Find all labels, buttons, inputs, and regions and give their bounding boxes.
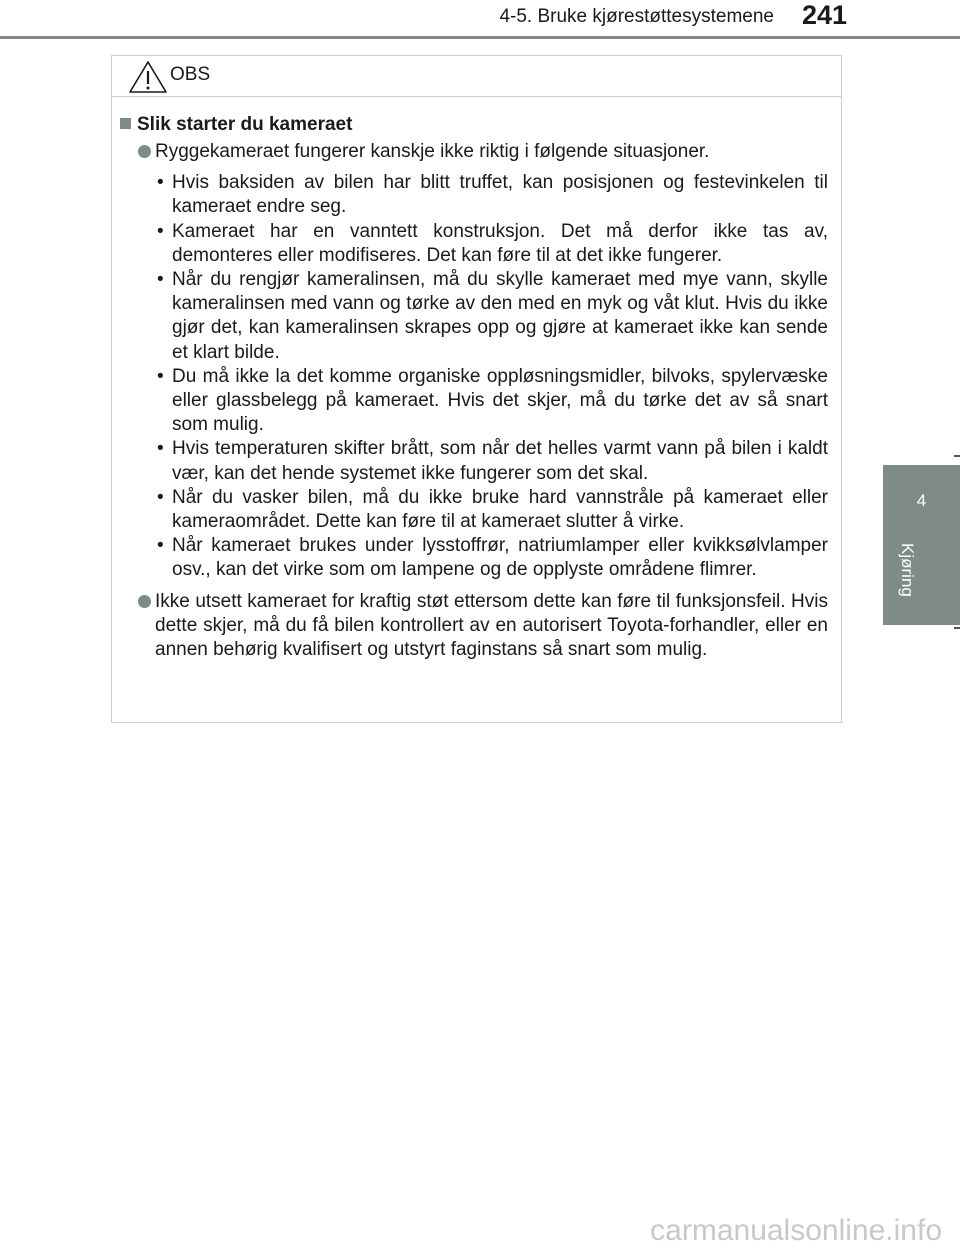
- dot-bullet-icon: [138, 145, 151, 158]
- header-rule: [0, 36, 960, 39]
- notice-header: [112, 56, 841, 97]
- notice-paragraph: [138, 140, 828, 164]
- chapter-tab[interactable]: [883, 465, 960, 625]
- list-item: [138, 220, 828, 268]
- bullet-mark: •: [157, 220, 164, 242]
- list-item: [138, 534, 828, 582]
- list-item: [138, 437, 828, 485]
- list-item-text: Hvis baksiden av bilen har blitt truffet, kan posisjonen og festevinkelen til kameraet endre seg.: [172, 172, 828, 218]
- section-title: 4-5. Bruke kjørestøttesystemene: [499, 6, 774, 27]
- list-item-text: Når du rengjør kameralinsen, må du skylle kameraet med mye vann, skylle kameralinsen med vann og tørke av den med en myk og våt klut. Hvis du ikke gjør det, kan kameralinsen skrapes opp og gjøre at kameraet ikke kan sende et klart bilde.: [172, 269, 828, 363]
- notice-paragraph: [138, 590, 828, 663]
- dot-bullet-icon: [138, 595, 151, 608]
- bullet-mark: •: [157, 535, 164, 557]
- bullet-mark: •: [157, 486, 164, 508]
- square-bullet-icon: [120, 118, 131, 129]
- bullet-mark: •: [157, 438, 164, 460]
- bullet-mark: •: [157, 365, 164, 387]
- list-item-text: Hvis temperaturen skifter brått, som når det helles varmt vann på bilen i kaldt vær, kan det hende systemet ikke fungerer som det skal.: [172, 438, 828, 484]
- list-item: [138, 171, 828, 219]
- list-item-text: Du må ikke la det komme organiske oppløsningsmidler, bilvoks, spylervæske eller glassbelegg på kameraet. Hvis det skjer, må du tørke det av så snart som mulig.: [172, 365, 828, 436]
- paragraph-text: Ikke utsett kameraet for kraftig støt ettersom dette kan føre til funksjonsfeil. Hvis dette skjer, må du få bilen kontrollert av en autorisert Toyota-forhandler, eller en annen behørig kvalifisert og utstyrt faginstans så snart som mulig.: [155, 590, 828, 661]
- notice-subheading: [120, 114, 352, 136]
- notice-content: [138, 140, 828, 669]
- bullet-mark: •: [157, 269, 164, 291]
- paragraph-text: Ryggekameraet fungerer kanskje ikke riktig i følgende situasjoner.: [155, 141, 710, 162]
- chapter-number: 4: [916, 491, 927, 510]
- warning-triangle-icon: [128, 60, 168, 94]
- notice-title: OBS: [170, 64, 211, 85]
- page-number: 241: [802, 0, 848, 30]
- notice-box: [111, 55, 842, 723]
- list-item-text: Kameraet har en vanntett konstruksjon. Det må derfor ikke tas av, demonteres eller modifiseres. Det kan føre til at det ikke fungerer.: [172, 220, 828, 266]
- list-item: [138, 486, 828, 534]
- tab-tick-top: [954, 455, 960, 457]
- chapter-label: Kjøring: [898, 543, 917, 597]
- list-item-text: Når du vasker bilen, må du ikke bruke hard vannstråle på kameraet eller kameraområdet. Dette kan føre til at kameraet slutter å virke.: [172, 486, 828, 533]
- tab-tick-bottom: [954, 627, 960, 629]
- list-item-text: Når kameraet brukes under lysstoffrør, natriumlamper eller kvikksølvlamper osv., kan det virke som om lampene og de opplyste områdene flimrer.: [172, 535, 828, 581]
- watermark: carmanualsonline.info: [650, 1214, 942, 1247]
- bullet-list: [138, 171, 828, 582]
- bullet-mark: •: [157, 172, 164, 194]
- list-item: [138, 365, 828, 438]
- list-item: [138, 268, 828, 365]
- subheading-text: Slik starter du kameraet: [137, 114, 353, 135]
